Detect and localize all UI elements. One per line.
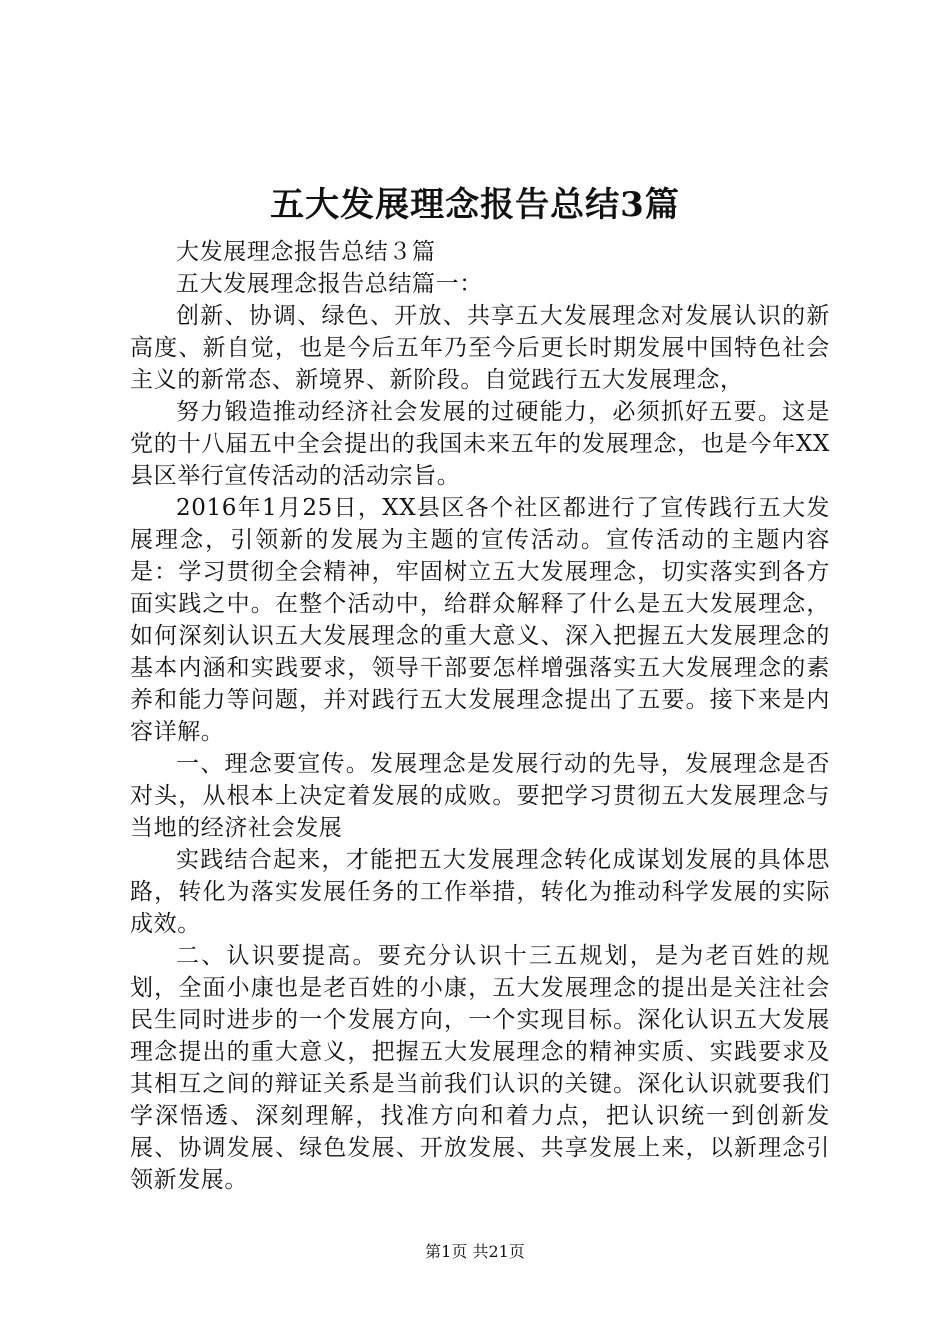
page-number-footer: 第1页 共21页	[425, 1242, 525, 1261]
document-body	[130, 236, 830, 1196]
paragraph: 努力锻造推动经济社会发展的过硬能力，必须抓好五要。这是党的十八届五中全会提出的我国未来五年的发展理念，也是今年XX县区举行宣传活动的活动宗旨。	[130, 399, 830, 489]
paragraph-section-heading: 五大发展理念报告总结篇一：	[176, 271, 483, 297]
paragraph: 实践结合起来，才能把五大发展理念转化成谋划发展的具体思路，转化为落实发展任务的工作举措，转化为推动科学发展的实际成效。	[130, 847, 830, 937]
paragraph-subtitle: 大发展理念报告总结３篇	[176, 239, 436, 265]
document-title: 五大发展理念报告总结3篇	[270, 185, 680, 225]
paragraph: 二、认识要提高。要充分认识十三五规划，是为老百姓的规划，全面小康也是老百姓的小康，五大发展理念的提出是关注社会民生同时进步的一个发展方向，一个实现目标。深化认识五大发展理念提出的重大意义，把握五大发展理念的精神实质、实践要求及其相互之间的辩证关系是当前我们认识的关键。深化认识就要我们学深悟透、深刻理解，找准方向和着力点，把认识统一到创新发展、协调发展、绿色发展、开放发展、共享发展上来，以新理念引领新发展。	[130, 943, 830, 1193]
paragraph: 2016年1月25日，XX县区各个社区都进行了宣传践行五大发展理念，引领新的发展为主题的宣传活动。宣传活动的主题内容是：学习贯彻全会精神，牢固树立五大发展理念，切实落实到各方面实践之中。在整个活动中，给群众解释了什么是五大发展理念，如何深刻认识五大发展理念的重大意义、深入把握五大发展理念的基本内涵和实践要求，领导干部要怎样增强落实五大发展理念的素养和能力等问题，并对践行五大发展理念提出了五要。接下来是内容详解。	[130, 495, 830, 745]
paragraph: 创新、协调、绿色、开放、共享五大发展理念对发展认识的新高度、新自觉，也是今后五年乃至今后更长时期发展中国特色社会主义的新常态、新境界、新阶段。自觉践行五大发展理念，	[130, 303, 830, 393]
paragraph: 一、理念要宣传。发展理念是发展行动的先导，发展理念是否对头，从根本上决定着发展的成败。要把学习贯彻五大发展理念与当地的经济社会发展	[130, 751, 830, 841]
